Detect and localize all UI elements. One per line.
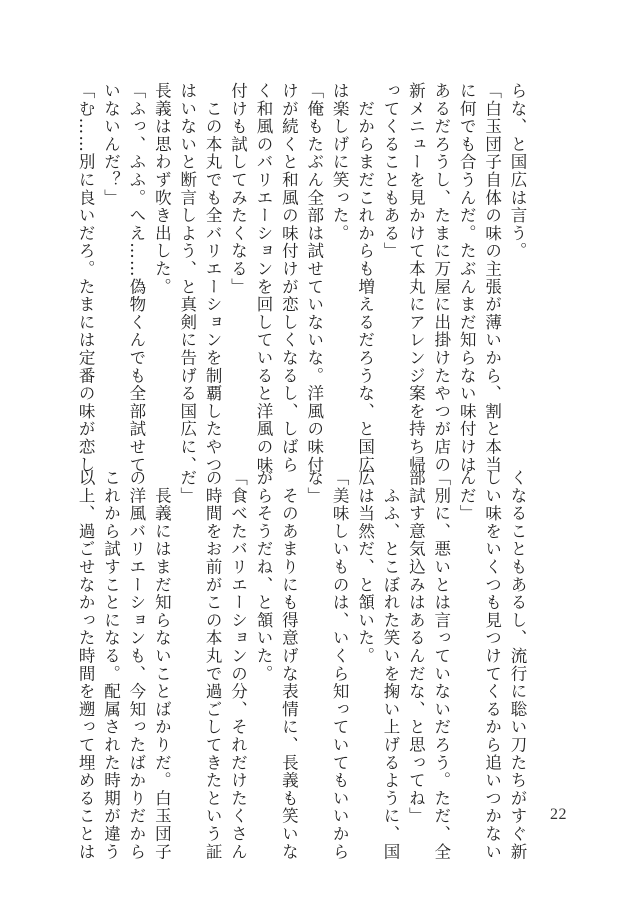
text-line: 部試す意気込みはあるんだな、と思ってね」	[406, 469, 426, 825]
upper-text-block	[73, 82, 530, 474]
text-line: 付けも試してみたくなる」	[228, 82, 248, 296]
text-line: 長義は思わず吹き出した。	[152, 82, 172, 296]
text-line: 「俺もたぶん全部は試せていないな。洋風の味付	[304, 82, 324, 474]
text-line: いないんだ？」	[101, 82, 121, 207]
text-line: の時間をお前がこの本丸で過ごしてきたという証	[203, 469, 223, 861]
lower-text-block	[73, 469, 530, 861]
text-line: に何でも合うんだ。たぶんまだ知らない味付けは	[457, 82, 477, 474]
text-line: くなることもあるし、流行に聡い刀たちがすぐ新	[508, 469, 527, 861]
text-line: だ」	[177, 469, 197, 505]
text-line: ってくることもある」	[380, 82, 400, 260]
text-line: がらそうだね、と頷いた。	[253, 469, 273, 683]
text-line: 「ふっ、ふふ。へえ……偽物くんでも全部試せて	[126, 82, 146, 474]
text-line: 「食べたバリエーションの分、それだけたくさん	[228, 469, 248, 861]
text-line: んだ」	[457, 469, 477, 523]
text-line: は楽しげに笑った。	[330, 82, 350, 243]
text-line: の洋風バリエーションも、今知ったばかりだから	[126, 469, 146, 861]
text-line: な」	[304, 469, 324, 505]
page-number: 22	[550, 806, 567, 823]
text-line: はいないと断言しよう、と真剣に告げる国広に、	[177, 82, 197, 474]
text-line: らな、と国広は言う。	[508, 82, 527, 260]
text-line: 「美味しいものは、いくら知っていてもいいから	[330, 469, 350, 861]
text-line: これから試すことになる。配属された時期が違う	[101, 469, 121, 861]
text-line: この本丸でも全バリエーションを制覇したやつ	[203, 82, 223, 474]
text-line: しい味をいくつも見つけてくるから追いつかない	[482, 469, 502, 861]
text-line: 「別に、悪いとは言っていないだろう。ただ、全	[431, 469, 451, 861]
text-line: 「む……別に良いだろ。たまには定番の味が恋し	[76, 82, 96, 474]
text-line: 新メニューを見かけて本丸にアレンジ案を持ち帰	[406, 82, 426, 474]
text-line: 長義にはまだ知らないことばかりだ。白玉団子	[152, 469, 172, 861]
text-line: ふふ、とこぼれた笑いを掬い上げるように、国	[380, 469, 400, 861]
text-line: 広は当然だ、と頷いた。	[355, 469, 375, 665]
text-line: 「白玉団子自体の味の主張が薄いから、割と本当	[482, 82, 502, 474]
text-line: そのあまりにも得意げな表情に、長義も笑いな	[279, 469, 299, 861]
text-line: だからまだこれからも増えるだろうな、と国広	[355, 82, 375, 474]
text-line: 以上、過ごせなかった時間を遡って埋めることは	[76, 469, 96, 861]
text-line: けが続くと和風の味付けが恋しくなるし、しばら	[279, 82, 299, 474]
text-line: く和風のバリエーションを回していると洋風の味	[253, 82, 273, 474]
text-line: あるだろうし、たまに万屋に出掛けたやつが店の	[431, 82, 451, 474]
